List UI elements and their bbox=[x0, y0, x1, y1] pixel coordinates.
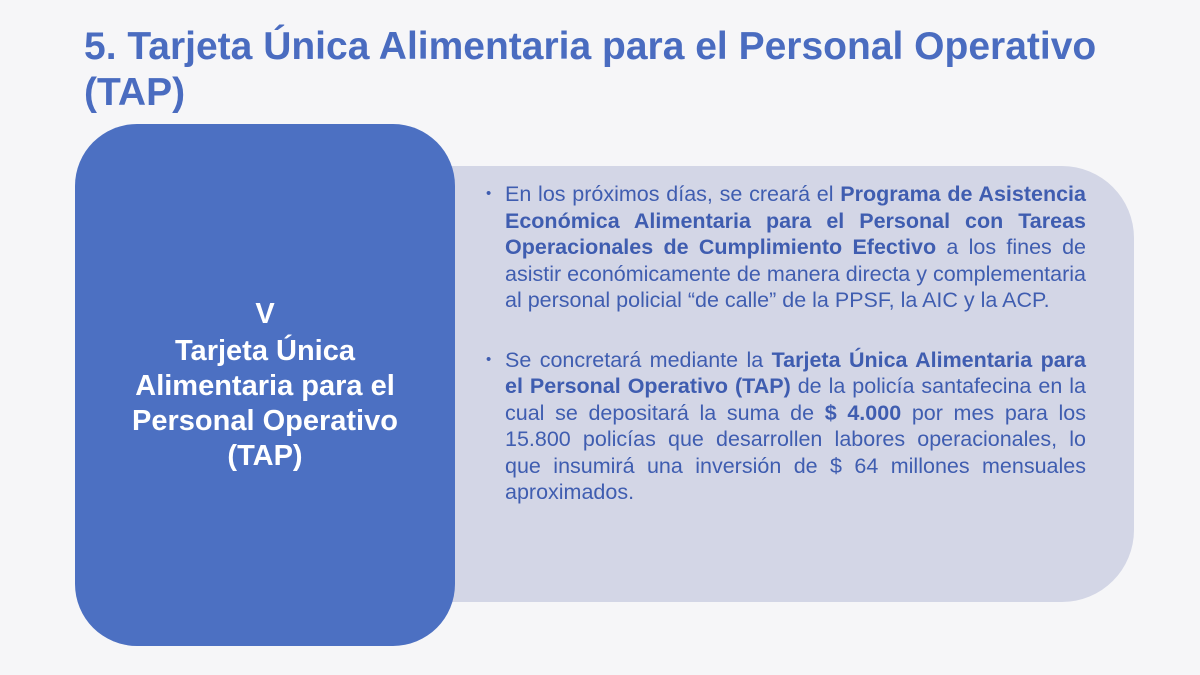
bullet-item-card bbox=[486, 347, 1086, 506]
bullet-bold-text: Programa de Asistencia Económica Alimentaria para el Personal con Tareas Operacionales de Cumplimiento Efectivo bbox=[505, 182, 1086, 259]
section-card bbox=[75, 124, 455, 646]
section-number: V bbox=[255, 297, 275, 330]
bullet-text: por mes para los 15.800 policías que desarrollen labores operacionales, lo que insumirá una inversión de $ 64 millones mensuales aproximados. bbox=[505, 400, 1086, 504]
bullet-list bbox=[486, 181, 1086, 506]
slide-title: 5. Tarjeta Única Alimentaria para el Personal Operativo (TAP) bbox=[84, 25, 1097, 114]
section-heading-line: Personal Operativo bbox=[132, 404, 398, 437]
section-heading-line: Tarjeta Única bbox=[175, 334, 355, 367]
bullet-bold-amount: $ 4.000 bbox=[824, 400, 902, 425]
bullet-item-program bbox=[486, 181, 1086, 314]
bullet-text: de la policía santafecina en la cual se depositará la suma de bbox=[505, 374, 1086, 425]
bullet-text: Se concretará mediante la bbox=[505, 347, 772, 372]
bullet-text: En los próximos días, se creará el bbox=[505, 182, 841, 206]
bullet-bold-text: Tarjeta Única Alimentaria para el Personal Operativo (TAP) bbox=[505, 347, 1086, 398]
bullet-text: a los fines de asistir económicamente de manera directa y complementaria al personal policial “de calle” de la PPSF, la AIC y la ACP. bbox=[505, 235, 1086, 312]
section-heading-line: Alimentaria para el bbox=[135, 369, 395, 402]
section-heading-line: (TAP) bbox=[227, 439, 303, 472]
bullet-marker: • bbox=[486, 350, 492, 368]
bullet-marker: • bbox=[486, 185, 492, 202]
